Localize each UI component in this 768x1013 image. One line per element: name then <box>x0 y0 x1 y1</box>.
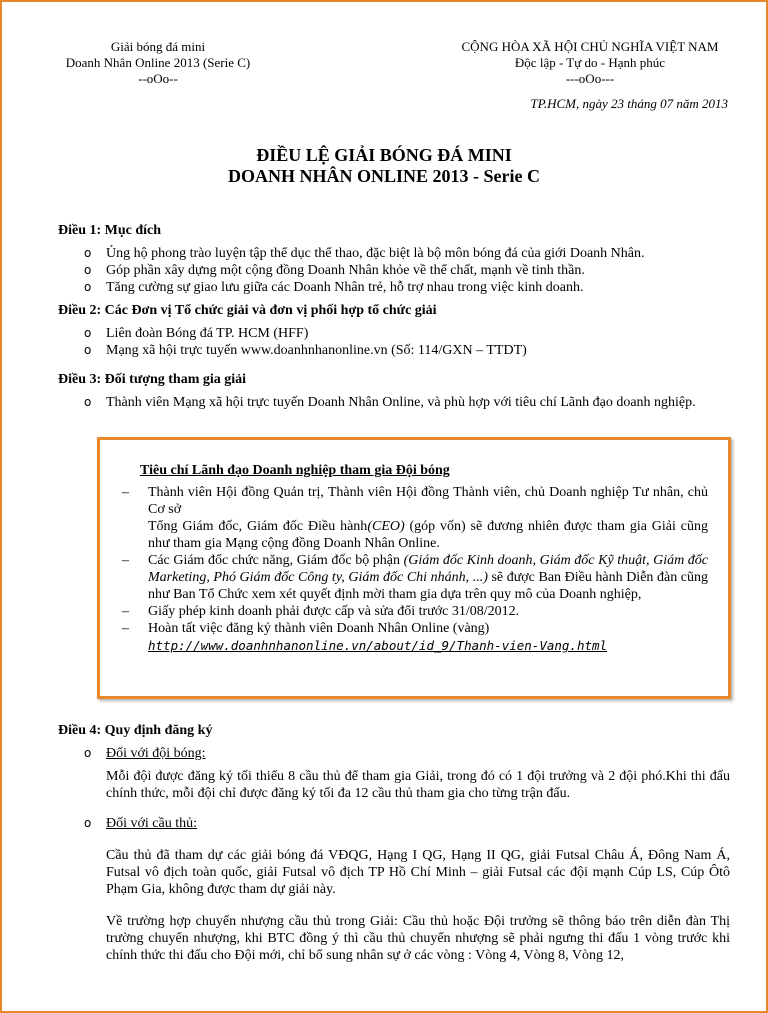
list-item: o Thành viên Mạng xã hội trực tuyến Doanh Nhân Online, và phù hợp với tiêu chí Lãnh đạo doanh nghiệp. <box>58 394 730 411</box>
criteria-text-italic: (CEO) <box>367 519 405 534</box>
paragraph: Cầu thủ đã tham dự các giải bóng đá VĐQG, Hạng I QG, Hạng II QG, giải Futsal Châu Á, Đông Nam Á, Futsal vô địch toàn quốc, giải Futsal vô địch TP Hồ Chí Minh – giải Futsal các đội mạnh Cúp LS, Cúp Ôtô Phạm Gia, không được tham dự giải này. <box>106 848 730 897</box>
title-line-1: ĐIỀU LỆ GIẢI BÓNG ĐÁ MINI <box>256 145 512 165</box>
list-item <box>122 552 708 603</box>
list-item: – Giấy phép kinh doanh phải được cấp và sửa đổi trước 31/08/2012. <box>122 603 708 620</box>
criteria-text: Thành viên Hội đồng Quản trị, Thành viên Hội đồng Thành viên, chủ Doanh nghiệp Tư nhân, chủ Cơ sở <box>148 485 708 517</box>
bullet-list <box>58 325 730 359</box>
header-left <box>58 39 258 87</box>
tournament-name: Doanh Nhân Online 2013 (Serie C) <box>65 55 251 70</box>
section-dieu-4 <box>58 722 730 964</box>
list-item: o Mạng xã hội trực tuyến www.doanhnhanonline.vn (Số: 114/GXN – TTDT) <box>58 342 730 359</box>
paragraph: Mỗi đội được đăng ký tối thiểu 8 cầu thủ để tham gia Giải, trong đó có 1 đội trưởng và 2 đội phó.Khi thi đấu chính thức, mỗi đội chỉ được đăng ký tối đa 12 cầu thủ tham gia cho từng trận đấu. <box>106 769 730 801</box>
header-right <box>452 39 728 87</box>
list-item <box>58 745 730 762</box>
list-item: o Góp phần xây dựng một cộng đồng Doanh Nhân khỏe về thể chất, mạnh về tinh thần. <box>58 262 730 279</box>
subsection-heading: Đối với đội bóng: <box>106 746 206 761</box>
section-heading: Điều 2: Các Đơn vị Tổ chức giải và đơn vị phối hợp tổ chức giải <box>58 303 437 318</box>
criteria-box <box>97 437 731 699</box>
list-item: o Ủng hộ phong trào luyện tập thể dục thể thao, đặc biệt là bộ môn bóng đá của giới Doanh Nhân. <box>58 245 730 262</box>
criteria-text: Hoàn tất việc đăng ký thành viên Doanh Nhân Online (vàng) <box>148 621 490 636</box>
title-line-2: DOANH NHÂN ONLINE 2013 - Serie C <box>228 166 540 186</box>
list-item <box>122 620 708 655</box>
bullet-list <box>58 394 730 411</box>
criteria-text-italic: (Giám đốc Kinh doanh, Giám đốc Kỹ thuật, Giám đốc Marketing, Phó Giám đốc Công ty, Giám đốc Chi nhánh, ...) <box>148 553 708 585</box>
criteria-text: (góp vốn) sẽ đương nhiên được tham gia Giải cũng như tham gia Mạng cộng đồng Doanh Nhân Online. <box>148 519 708 551</box>
list-item: o Liên đoàn Bóng đá TP. HCM (HFF) <box>58 325 730 342</box>
country-name: CỘNG HÒA XÃ HỘI CHỦ NGHĨA VIỆT NAM <box>461 39 719 54</box>
criteria-text: Tổng Giám đốc, Giám đốc Điều hành <box>148 519 368 534</box>
list-item <box>58 815 730 832</box>
criteria-box-title: Tiêu chí Lãnh đạo Doanh nghiệp tham gia Đội bóng <box>140 463 450 478</box>
bullet-list <box>58 815 730 832</box>
section-dieu-2 <box>58 302 730 359</box>
section-dieu-1 <box>58 222 730 296</box>
section-heading: Điều 3: Đối tượng tham gia giải <box>58 372 247 387</box>
list-item: o Tăng cường sự giao lưu giữa các Doanh Nhân trẻ, hỗ trợ nhau trong việc kinh doanh. <box>58 279 730 296</box>
document-title <box>0 145 768 187</box>
member-link[interactable]: http://www.doanhnhanonline.vn/about/id_9/Thanh-vien-Vang.html <box>148 638 608 653</box>
criteria-text: sẽ được Ban Điều hành Diễn đàn cũng như Ban Tổ Chức xem xét quyết định mời tham gia dựa trên quy mô của Doanh nghiệp, <box>148 570 708 602</box>
org-name: Giải bóng đá mini <box>110 39 206 54</box>
section-heading: Điều 1: Mục đích <box>58 223 162 238</box>
criteria-text: Các Giám đốc chức năng, Giám đốc bộ phận <box>148 553 404 568</box>
bullet-list <box>58 745 730 762</box>
bullet-list <box>58 245 730 296</box>
document-date: TP.HCM, ngày 23 tháng 07 năm 2013 <box>530 96 728 111</box>
header-left-divider: --oOo-- <box>138 71 178 86</box>
criteria-list <box>122 484 708 655</box>
section-heading: Điều 4: Quy định đăng ký <box>58 723 213 738</box>
paragraph: Về trường hợp chuyển nhượng cầu thủ trong Giải: Cầu thủ hoặc Đội trưởng sẽ thông báo trên diễn đàn Thị trường chuyển nhượng, khi BTC đồng ý thì cầu thủ chuyển nhượng sẽ phải ngưng thi đấu 1 vòng trước khi chính thức thi đấu cho Đội mới, chỉ bổ sung nhân sự ở các vòng : Vòng 4, Vòng 8, Vòng 12, <box>106 914 730 963</box>
section-dieu-3 <box>58 371 730 411</box>
list-item <box>122 484 708 552</box>
header-right-divider: ---oOo--- <box>565 71 615 86</box>
motto: Độc lập - Tự do - Hạnh phúc <box>514 55 666 70</box>
subsection-heading: Đối với cầu thủ: <box>106 816 197 831</box>
